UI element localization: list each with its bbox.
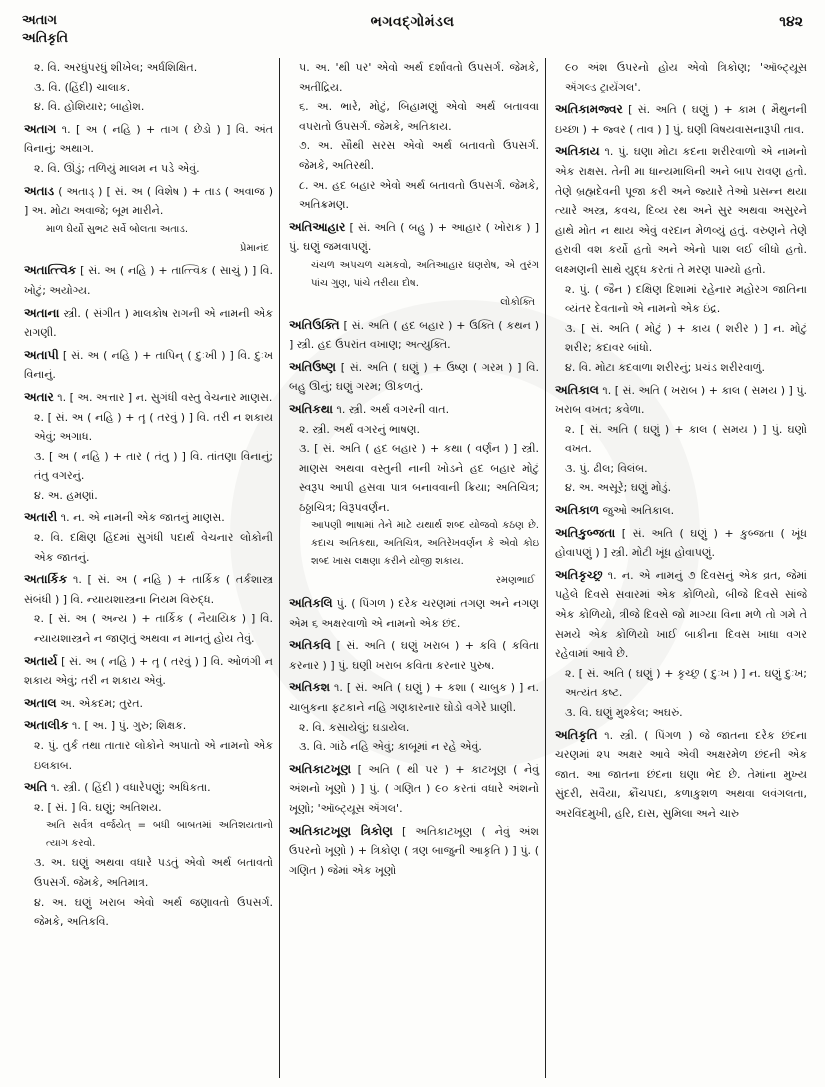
entry-main xyxy=(555,726,807,824)
definition: ૧. [ અ ( નહિ ) + તાગ ( છેડો ) ] વિ. અંત વિનાનું; અથાગ. xyxy=(24,122,273,156)
headword: અતાલ xyxy=(24,695,57,710)
definition: સ્ત્રી. ( સંગીત ) માલકોષ રાગની એ નામની એક રાગણી. xyxy=(24,306,273,340)
dictionary-entry xyxy=(555,501,807,521)
dictionary-entry xyxy=(24,652,273,691)
dictionary-entry xyxy=(289,58,539,215)
sense-line: ૨. [ સં. અ ( નહિ ) + તૄ ( તરવું ) ] વિ. તરી ન શકાય એવું; અગાધ. xyxy=(34,410,273,444)
headword: અતારી xyxy=(24,510,58,525)
headword: અતિઉક્તિ xyxy=(289,317,340,332)
sense-line: ૮. અ. હદ બહાર એવો અર્થ બતાવતો ઉપસર્ગ. જેમકે, અતિક્રમણ. xyxy=(299,178,539,212)
definition: [ સં. અતિ ( બહુ ) + આહાર ( ખોરાક ) ] પું. ઘણું જમવાપણું. xyxy=(289,220,539,254)
guide-last-word: અતિકૃતિ xyxy=(22,31,69,46)
definition: ૧. [ સં. અ ( નહિ ) + તાર્કિક ( તર્કશાસ્ત્ર સંબંધી ) ] વિ. ન્યાયશાસ્ત્રના નિયમ વિરુદ્ધ. xyxy=(24,573,274,606)
page-number: ૧૪૨ xyxy=(779,14,803,30)
entry-main xyxy=(24,694,273,714)
definition: ૧. [ સં. અતિ ( ખરાબ ) + કાલ ( સમય ) ] પું. ખરાબ વખત; કવેળા. xyxy=(555,383,807,417)
definition: [ સં. અતિ ( ઘણું ) + ઉષ્ણ ( ગરમ ) ] વિ. બહુ ઊનું; ઘણું ગરમ; ઊકળતું. xyxy=(289,360,539,394)
book-title: ભગવદ્ગોમંડલ xyxy=(370,14,455,30)
headword: અતાર્ય xyxy=(24,653,58,668)
headword: અતિકુબ્જતા xyxy=(555,525,616,540)
sense-line: ૯૦ અંશ ઉપરનો હોય એવો ત્રિકોણ; 'ઑબ્ટ્યૂસ ઍંગલ્ડ ટ્રાયૅંગલ'. xyxy=(565,61,807,94)
definition: [ સં. અતિ ( ઘણું ) + કામ ( મૈથુનની ઇચ્છા ) + જ્વર ( તાવ ) ] પું. ઘણી વિષયવાસનારૂપી તાવ. xyxy=(555,103,808,136)
dictionary-columns xyxy=(18,58,813,1078)
headword: અતાત્ત્વિક xyxy=(24,263,77,278)
dictionary-entry xyxy=(555,58,807,97)
sense-line: ૨. વિ. કસાયેલું; ઘડાયેલ. xyxy=(299,720,410,734)
definition: અ. એકદમ; તુરત. xyxy=(60,696,143,710)
definition: ૧. [ અ. ] પું. ગુરુ; શિક્ષક. xyxy=(72,719,187,733)
entry-main xyxy=(289,316,539,355)
definition: ૧. [ સં. અતિ ( ઘણું ) + કશા ( ચાબુક ) ] ન. ચાબુકના ફટકાને નહિ ગણકારનાર ઘોડો વગેરે પ્રાણી. xyxy=(289,681,539,715)
entry-main xyxy=(24,652,273,691)
dictionary-entry xyxy=(289,678,539,756)
sense-line: ૨. પું. ( જૈન ) દક્ષિણ દિશામાં રહેનાર મહોરગ જાતિના વ્યંતર દેવતાનો એ નામનો એક ઇંદ્ર. xyxy=(565,282,807,316)
definition: જુઓ અતિકાલ. xyxy=(602,504,675,518)
entry-main xyxy=(289,636,539,675)
sense-line: ૪. અ. હમણાં. xyxy=(34,488,98,502)
sense-line: ૫. અ. 'થી પર' એવો અર્થ દર્શાવતો ઉપસર્ગ. જેમકે, અતીંદ્રિય. xyxy=(299,61,539,94)
dictionary-entry xyxy=(289,316,539,355)
dictionary-entry xyxy=(24,716,273,775)
entry-main xyxy=(289,218,539,257)
sense-line: ૩. [ સં. અતિ ( હદ બહાર ) + કથા ( વર્ણન ) ] સ્ત્રી. માણસ અથવા વસ્તુની નાની ખોડને હદ બહાર મોટું સ્વરૂપ આપી હસવા પાત્ર બનાવવાની ક્રિયા; અતિચિત્ર; ઠઠ્ઠાચિત્ર; વિરૂપવર્ણન. xyxy=(299,442,539,514)
dictionary-entry xyxy=(555,726,807,824)
definition: ૧. ન. એ નામની એક જાતનું માણસ. xyxy=(60,511,225,525)
sense-line: ૩. અ. ઘણું અથવા વધારે પડતું એવો અર્થ બતાવતો ઉપસર્ગ. જેમકે, અતિમાત્ર. xyxy=(34,856,273,889)
sense-line: ૩. વિ. (હિંદી) ચાલાક. xyxy=(34,80,131,94)
sense-line: ૨. સ્ત્રી. અર્થ વગરનું ભાષણ. xyxy=(299,422,420,436)
sense-line: ૩. [ અ ( નહિ ) + તાર ( તંતુ ) ] વિ. તાંતણા વિનાનું; તંતુ વગરનું. xyxy=(34,449,273,483)
dictionary-entry xyxy=(289,400,539,591)
headword: અતિકાલ xyxy=(555,382,599,397)
quote-citation: રમણભાઈ xyxy=(495,575,535,587)
definition: પું. ( પિંગળ ) દરેક ચરણમાં તગણ અને નગણ એમ ૬ અક્ષરવાળો એ નામનો એક છંદ. xyxy=(289,597,539,630)
entry-main xyxy=(289,400,539,420)
entry-main xyxy=(24,120,273,159)
column-3 xyxy=(546,58,813,1078)
headword: અતિકાટખૂણ xyxy=(289,761,352,776)
dictionary-entry xyxy=(24,261,273,300)
entry-main xyxy=(555,566,807,664)
dictionary-entry xyxy=(289,822,539,881)
headword: અતિકામજ્વર xyxy=(555,102,623,117)
dictionary-entry xyxy=(24,120,273,179)
headword: અતિઆહાર xyxy=(289,219,346,234)
dictionary-entry xyxy=(24,304,273,343)
sense-line: ૨. [ સં. અતિ ( ઘણું ) + કાલ ( સમય ) ] પું. ઘણો વખત. xyxy=(565,422,807,456)
quote-citation: પ્રેમાનંદ xyxy=(239,242,269,254)
definition: [ સં. અતિ ( હદ બહાર ) + ઉક્તિ ( કથન ) ] સ્ત્રી. હદ ઉપરાંત વખાણ; અત્યુક્તિ. xyxy=(289,318,539,352)
column-1 xyxy=(18,58,280,1078)
dictionary-entry xyxy=(24,58,273,117)
headword: અતિકલિ xyxy=(289,596,333,611)
headword: અતાલીક xyxy=(24,718,69,733)
quote-citation: લોકોક્તિ xyxy=(500,296,535,308)
sense-line: ૨. વિ. અરધુંપરધું શીખેલ; અર્ધશિક્ષિત. xyxy=(34,61,198,74)
headword: અતિકૃચ્છ્ર xyxy=(555,567,603,582)
sense-line: ૩. પું. ઢીલ; વિલંબ. xyxy=(565,461,648,475)
definition: ૧. સ્ત્રી. અર્થ વગરની વાત. xyxy=(336,402,450,416)
entry-main xyxy=(289,760,539,819)
headword: અતાના xyxy=(24,305,60,320)
dictionary-entry xyxy=(24,570,273,648)
entry-main xyxy=(555,100,807,139)
dictionary-entry xyxy=(289,636,539,675)
headword: અતાર xyxy=(24,389,54,404)
dictionary-entry xyxy=(289,358,539,397)
sense-line: ૩. વિ. ઘણું મુશ્કેલ; અઘરું. xyxy=(565,706,683,719)
entry-main xyxy=(24,570,273,609)
sense-line: ૨. [ સં. ] વિ. ઘણું; અતિશય. xyxy=(34,800,162,814)
dictionary-entry xyxy=(555,100,807,139)
dictionary-entry xyxy=(289,218,539,313)
entry-main xyxy=(289,594,539,633)
dictionary-entry xyxy=(24,388,273,506)
entry-main xyxy=(24,778,273,798)
guide-first-word: અતાગ xyxy=(22,13,58,28)
headword: અતાર્કિક xyxy=(24,572,68,587)
dictionary-entry xyxy=(555,142,807,377)
sense-line: ૪. વિ. હોશિયાર; બાહોશ. xyxy=(34,100,145,114)
entry-main xyxy=(289,678,539,717)
sense-line: ૩. વિ. ગાંઠે નહિ એવું; કાબૂમાં ન રહે એવું. xyxy=(299,740,482,754)
entry-main xyxy=(24,346,273,385)
entry-main xyxy=(555,142,807,279)
dictionary-entry xyxy=(24,182,273,259)
dictionary-entry xyxy=(289,594,539,633)
headword: અતિકથા xyxy=(289,401,333,416)
sense-line: ૪. અ. અસૂરે; ઘણું મોડું. xyxy=(565,481,672,495)
sense-line: ૩. [ સં. અતિ ( મોટું ) + કાય ( શરીર ) ] ન. મોટું શરીર; કદાવર બાંધો. xyxy=(565,321,807,355)
headword: અતાગ xyxy=(24,121,57,136)
definition: [ સં. અ ( નહિ ) + તાત્ત્વિક ( સાચું ) ] વિ. ખોટું; અયોગ્ય. xyxy=(24,264,273,297)
usage-quote: આપણી ભાષામાં તેને માટે યથાર્થ શબ્દ યોજવો કઠણ છે. કદાચ અતિકથા, અતિચિત્ર, અતિરેખવર્ણન કે એવો કોઇ શબ્દ ખાસ લક્ષણા કરીને યોજી શકાય. xyxy=(311,520,539,568)
usage-quote: માળ ઘેર્યો સુભટ સર્વે બોલતા અતાડ. xyxy=(46,223,189,235)
column-2 xyxy=(280,58,546,1078)
headword: અતિકૃતિ xyxy=(555,727,598,742)
sense-line: ૪. અ. ઘણું ખરાબ એવો અર્થ જણાવતો ઉપસર્ગ. જેમકે, અતિકવિ. xyxy=(34,895,273,929)
definition: [ સં. અતિ ( ઘણું ખરાબ ) + કવિ ( કવિતા કરનાર ) ] પું. ઘણી ખરાબ કવિતા કરનાર પુરુષ. xyxy=(289,639,539,672)
sense-line: ૨. પું. તુર્ક તથા તાતાર લોકોને અપાતો એ નામનો એક ઇલકાબ. xyxy=(34,739,273,772)
definition: ૧. સ્ત્રી. ( પિંગળ ) જે જાતના દરેક છંદના ચરણમાં ૨૫ અક્ષર આવે એવી અક્ષરમેળ છંદની એક જાત. આ જાતના છંદના ઘણા ભેદ છે. તેમાંના મુખ્ય સુંદરી, સવૈયા, ક્રૌંચપદા, કળાકુશળ અથવા લવંગલતા, અરવિંદમુખી, હરિ, દાસ, સુમિલા અને ચારુ xyxy=(555,728,807,820)
entry-main xyxy=(24,261,273,300)
definition: ૧. [ અ. અત્તાર ] ન. સુગંધી વસ્તુ વેચનાર માણસ. xyxy=(57,390,273,404)
sense-line: ૬. અ. ભારે, મોટું, બિહામણું એવો અર્થ બતાવવા વપરાતો ઉપસર્ગ. જેમકે, અતિકાય. xyxy=(299,100,539,133)
sense-line: ૭. અ. સૌથી સરસ એવો અર્થ બતાવતો ઉપસર્ગ. જેમકે, અતિરથી. xyxy=(299,139,539,172)
headword: અતાડ xyxy=(24,183,55,198)
definition: ( અતાડ્ ) [ સં. અ ( વિશેષ ) + તાડ ( અવાજ ) ] અ. મોટા અવાજે; બૂમ મારીને. xyxy=(24,184,273,218)
dictionary-entry xyxy=(24,778,273,932)
entry-main xyxy=(24,182,273,221)
definition: ૧. પું. ઘણા મોટા કદના શરીરવાળો એ નામનો એક રાક્ષસ. તેની મા ધાન્યમાલિની અને બાપ રાવણ હતો. તેણે બ્રહ્મદેવની પૂજા કરી અને જ્યારે તેઓ પ્રસન્ન થયા ત્યારે અસ્ત્ર, કવચ, દિવ્ય રથ અને સુર અથવા અસુરને હાથે મોત ન થાય એવું વરદાન મેળવ્યું હતું. વરુણને તેણે હરાવી વશ કર્યો હતો અને એનો પાશ લઈ લીધો હતો. લક્ષ્મણની સાથે યુદ્ધ કરતાં તે મરણ પામ્યો હતો. xyxy=(555,145,807,276)
dictionary-entry xyxy=(555,566,807,723)
headword: અતિઉષ્ણ xyxy=(289,359,336,374)
sense-line: ૨. વિ. દક્ષિણ હિંદમાં સુગંધી પદાર્થ વેચનાર લોકોની એક જાતનું. xyxy=(34,531,273,564)
entry-main xyxy=(24,388,273,408)
usage-quote: અતિ સર્વત્ર વર્જયેત્ = બધી બાબતમાં અતિશયતાનો ત્યાગ કરવો. xyxy=(46,820,273,850)
dictionary-entry xyxy=(24,508,273,567)
entry-main xyxy=(289,358,539,397)
headword: અતિ xyxy=(24,780,48,795)
headword: અતિકાળ xyxy=(555,503,600,518)
headword: અતિકશ xyxy=(289,680,331,695)
dictionary-entry xyxy=(289,760,539,819)
entry-main xyxy=(24,508,273,528)
page-header xyxy=(0,0,825,58)
dictionary-entry xyxy=(555,524,807,563)
sense-line: ૨. વિ. ઊંડું; તળિયું માલમ ન પડે એવું. xyxy=(34,161,200,175)
definition: [ અતિકાટખૂણ ( નેવું અંશ ઉપરનો ખૂણો ) + ત્રિકોણ ( ત્રણ બાજુની આકૃતિ ) ] પું. ( ગણિત ) જેમાં એક ખૂણો xyxy=(289,824,539,877)
definition: [ સં. અ ( નહિ ) + તૄ ( તરવું ) ] વિ. ઓળંગી ન શકાય એવું; તરી ન શકાય એવું. xyxy=(24,654,273,688)
usage-quote: ચંચળ અપચળ ચમકવો, અતિઆહાર ઘણરોષ, એ તુરંગ પાંચ ગુણ, પાંચે તરીયા દોષ. xyxy=(311,259,539,289)
definition: [ સં. અતિ ( ઘણું ) + કુબ્જતા ( ખૂંધ હોવાપણું ) ] સ્ત્રી. મોટી ખૂંધ હોવાપણું. xyxy=(555,526,807,560)
definition: [ સં. અ ( નહિ ) + તાપિન્ ( દુઃખી ) ] વિ. દુઃખ વિનાનું. xyxy=(24,348,274,382)
definition: ૧. ન. એ નામનું ૭ દિવસનું એક વ્રત, જેમાં પહેલે દિવસે સવારમાં એક કોળિયો, બીજે દિવસે સાંજે એક કોળિયો, ત્રીજે દિવસે જો માગ્યા વિના મળે તો ગમે તે સમયે એક કોળિયો ખાઈ બાકીના દિવસ ખાધા વગર રહેવામાં આવે છે. xyxy=(555,568,808,661)
sense-line: ૨. [ સં. અ ( અન્ય ) + તાર્કિક ( નૈયાયિક ) ] વિ. ન્યાયશાસ્ત્રને ન જાણતું અથવા ન માનતું હોય તેવું. xyxy=(34,612,273,646)
entry-main xyxy=(555,501,807,521)
sense-line: ૪. વિ. મોટા કદવાળા શરીરનું; પ્રચંડ શરીરવાળું. xyxy=(565,360,765,374)
headword: અતિકવિ xyxy=(289,638,331,653)
headword: અતિકાટખૂણ ત્રિકોણ xyxy=(289,823,393,838)
entry-main xyxy=(289,822,539,881)
entry-main xyxy=(24,716,273,736)
headword: અતાપી xyxy=(24,347,59,362)
headword: અતિકાય xyxy=(555,144,600,159)
definition: ૧. સ્ત્રી. ( હિંદી ) વધારેપણું; અધિકતા. xyxy=(50,781,211,795)
entry-main xyxy=(24,304,273,343)
dictionary-entry xyxy=(24,346,273,385)
dictionary-entry xyxy=(24,694,273,714)
sense-line: ૨. [ સં. અતિ ( ઘણું ) + કૃચ્છ્ર ( દુઃખ ) ] ન. ઘણું દુઃખ; અત્યંત કષ્ટ. xyxy=(565,666,807,700)
dictionary-entry xyxy=(555,381,807,499)
entry-main xyxy=(555,524,807,563)
entry-main xyxy=(555,381,807,420)
definition: [ અતિ ( થી પર ) + કાટખૂણ ( નેવું અંશનો ખૂણો ) ] પું. ( ગણિત ) ૯૦ કરતાં વધારે અંશનો ખૂણો; 'ઑબ્ટ્યૂસ ઍંગલ'. xyxy=(289,762,539,815)
